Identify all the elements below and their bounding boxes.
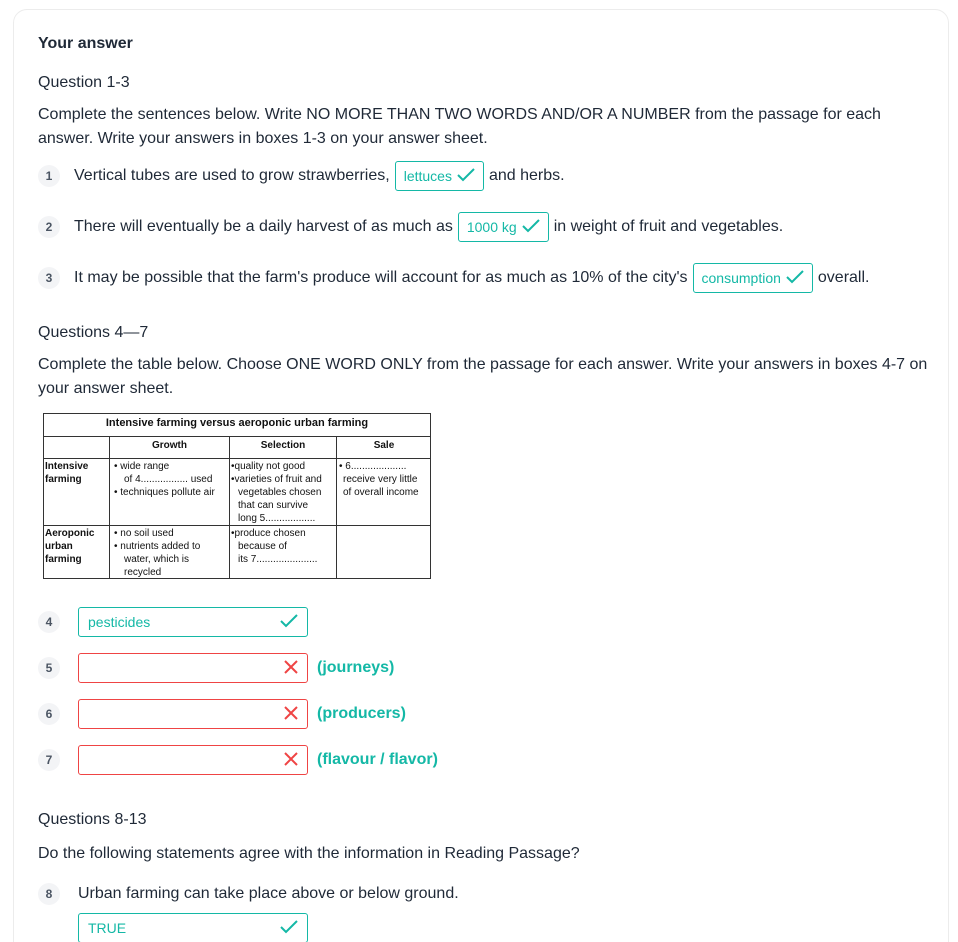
table-cell: • no soil used • nutrients added to water, which is recycled [114,528,201,578]
section-title-4-7: Questions 4—7 [38,324,149,341]
table-cell: • wide range of 4................. used • techniques pollute air [114,461,215,498]
question-number: 8 [38,883,60,905]
sentence-after: overall. [817,269,870,286]
section-title-1-3: Question 1-3 [38,74,130,91]
check-icon [279,613,299,632]
table-header: Selection [260,440,306,451]
answer-select[interactable] [78,913,308,942]
table-cell: • 6.................... receive very little of overall income [339,461,419,498]
question-row [38,161,565,191]
check-icon [521,218,541,237]
sentence-after: and herbs. [488,167,565,184]
correct-answer: (journeys) [317,659,395,676]
answer-row-6 [38,699,406,729]
table-title: Intensive farming versus aeroponic urban farming [105,417,369,429]
sentence-before: It may be possible that the farm's produce will account for as much as 10% of the city's [74,269,688,286]
section-instructions-1-3: Complete the sentences below. Write NO MORE THAN TWO WORDS AND/OR A NUMBER from the passage for each answer. Write your answers in boxes 1-3 on your answer sheet. [38,106,881,147]
section-instructions-8-13: Do the following statements agree with the information in Reading Passage? [38,845,580,862]
table-header: Growth [152,440,187,451]
table-cell: •quality not good •varieties of fruit and vegetables chosen that can survive long 5.................. [231,461,322,524]
question-number: 1 [38,165,60,187]
sentence-before: There will eventually be a daily harvest of as much as [74,218,453,235]
check-icon [456,167,476,186]
table-row-label: Intensive farming [45,461,89,485]
answer-text: lettuces [403,168,452,184]
inline-answer-box[interactable] [458,212,549,242]
answer-text: 1000 kg [466,219,517,235]
question-row [38,883,459,905]
answer-row-5 [38,653,394,683]
sentence-after: in weight of fruit and vegetables. [553,218,784,235]
sentence-before: Vertical tubes are used to grow strawberries, [74,167,390,184]
cross-icon [283,705,299,724]
section-instructions-4-7: Complete the table below. Choose ONE WORD ONLY from the passage for each answer. Write your answers in boxes 4-7 on your answer sheet. [38,356,928,397]
answer-text: consumption [701,270,781,286]
question-number: 2 [38,216,60,238]
cross-icon [283,751,299,770]
section-title-8-13: Questions 8-13 [38,811,147,828]
answer-input[interactable] [78,699,308,729]
question-number: 5 [38,657,60,679]
answer-text: pesticides [88,614,151,630]
answer-input[interactable] [78,745,308,775]
answer-input[interactable] [78,607,308,637]
question-row [38,212,783,242]
answer-input[interactable] [78,653,308,683]
answer-row-7 [38,745,438,775]
table-row-label: Aeroponic urban farming [45,528,95,565]
inline-answer-box[interactable] [693,263,813,293]
inline-answer-box[interactable] [395,161,484,191]
statement-text: Urban farming can take place above or below ground. [78,885,459,902]
correct-answer: (flavour / flavor) [317,751,438,768]
question-number: 3 [38,267,60,289]
cross-icon [283,659,299,678]
page-title: Your answer [38,35,133,52]
check-icon [279,919,299,938]
question-row [38,263,869,293]
farming-table-image [43,413,431,579]
question-number: 4 [38,611,60,633]
correct-answer: (producers) [317,705,406,722]
answer-row-4 [38,607,308,637]
table-cell: •produce chosen because of its 7...................... [231,528,318,565]
table-header: Sale [373,440,395,451]
question-number: 7 [38,749,60,771]
question-number: 6 [38,703,60,725]
answer-text: TRUE [88,920,127,936]
check-icon [785,269,805,288]
